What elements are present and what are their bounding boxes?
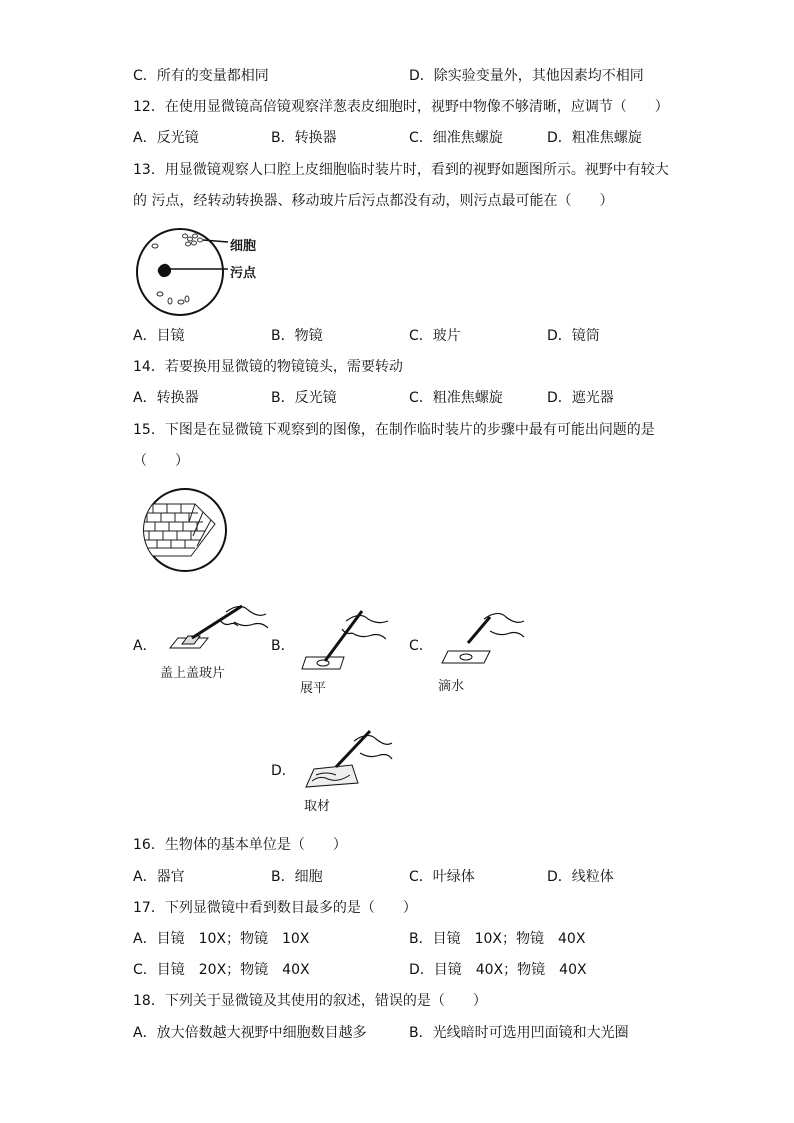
cell-label: 细胞 bbox=[230, 239, 257, 254]
q15-option-d-caption: 取材 bbox=[304, 799, 331, 814]
q16-option-b: B．细胞 bbox=[271, 869, 323, 885]
q12-option-d: D．粗准焦螺旋 bbox=[547, 130, 642, 146]
q17-option-d: D．目镜 40X；物镜 40X bbox=[409, 962, 587, 978]
q14-stem: 14．若要换用显微镜的物镜镜头，需要转动 bbox=[133, 359, 403, 375]
q12-option-a: A．反光镜 bbox=[133, 130, 199, 146]
q15-stem-line2: （ ） bbox=[133, 453, 189, 469]
q13-stem-line1: 13．用显微镜观察人口腔上皮细胞临时装片时，看到的视野如题图所示。视野中有较大 bbox=[133, 162, 669, 178]
q18-stem: 18．下列关于显微镜及其使用的叙述，错误的是（ ） bbox=[133, 993, 487, 1009]
q16-option-a: A．器官 bbox=[133, 869, 185, 885]
onion-cells-figure bbox=[133, 486, 239, 574]
q13-option-c: C．玻片 bbox=[409, 328, 461, 344]
q18-option-a: A．放大倍数越大视野中细胞数目越多 bbox=[133, 1025, 367, 1041]
q13-option-b: B．物镜 bbox=[271, 328, 323, 344]
q15-option-a-letter: A． bbox=[133, 638, 157, 654]
spot-label: 污点 bbox=[230, 266, 257, 281]
q13-stem-line2: 的 污点，经转动转换器、移动玻片后污点都没有动，则污点最可能在（ ） bbox=[133, 193, 614, 209]
q17-option-b: B．目镜 10X；物镜 40X bbox=[409, 931, 586, 947]
q15-option-c-letter: C． bbox=[409, 638, 433, 654]
q15-option-b-caption: 展平 bbox=[300, 681, 327, 696]
q13-option-a: A．目镜 bbox=[133, 328, 185, 344]
q12-stem: 12．在使用显微镜高倍镜观察洋葱表皮细胞时，视野中物像不够清晰，应调节（ ） bbox=[133, 99, 669, 115]
q15-stem-line1: 15．下图是在显微镜下观察到的图像，在制作临时装片的步骤中最有可能出问题的是 bbox=[133, 422, 655, 438]
q17-option-a: A．目镜 10X；物镜 10X bbox=[133, 931, 310, 947]
take-material-drawing bbox=[298, 725, 394, 795]
q14-option-b: B．反光镜 bbox=[271, 390, 337, 406]
q11-option-d: D．除实验变量外，其他因素均不相同 bbox=[409, 68, 644, 84]
q15-option-c-caption: 滴水 bbox=[438, 679, 465, 694]
microscope-field-figure bbox=[133, 222, 293, 322]
q15-option-d-letter: D． bbox=[271, 763, 296, 779]
q15-option-a-caption: 盖上盖玻片 bbox=[160, 666, 226, 681]
q13-option-d: D．镜筒 bbox=[547, 328, 600, 344]
q12-option-c: C．细准焦螺旋 bbox=[409, 130, 503, 146]
q17-option-c: C．目镜 20X；物镜 40X bbox=[133, 962, 310, 978]
q18-option-b: B．光线暗时可选用凹面镜和大光圈 bbox=[409, 1025, 629, 1041]
q14-option-c: C．粗准焦螺旋 bbox=[409, 390, 503, 406]
q17-stem: 17．下列显微镜中看到数目最多的是（ ） bbox=[133, 900, 417, 916]
q14-option-a: A．转换器 bbox=[133, 390, 199, 406]
q11-option-c: C．所有的变量都相同 bbox=[133, 68, 269, 84]
cover-slip-drawing bbox=[160, 598, 270, 660]
q15-option-b-letter: B． bbox=[271, 638, 295, 654]
q12-option-b: B．转换器 bbox=[271, 130, 337, 146]
q14-option-d: D．遮光器 bbox=[547, 390, 614, 406]
spread-flat-drawing bbox=[298, 607, 398, 677]
q16-stem: 16．生物体的基本单位是（ ） bbox=[133, 837, 347, 853]
add-water-drawing bbox=[438, 607, 534, 669]
q16-option-d: D．线粒体 bbox=[547, 869, 614, 885]
q16-option-c: C．叶绿体 bbox=[409, 869, 475, 885]
